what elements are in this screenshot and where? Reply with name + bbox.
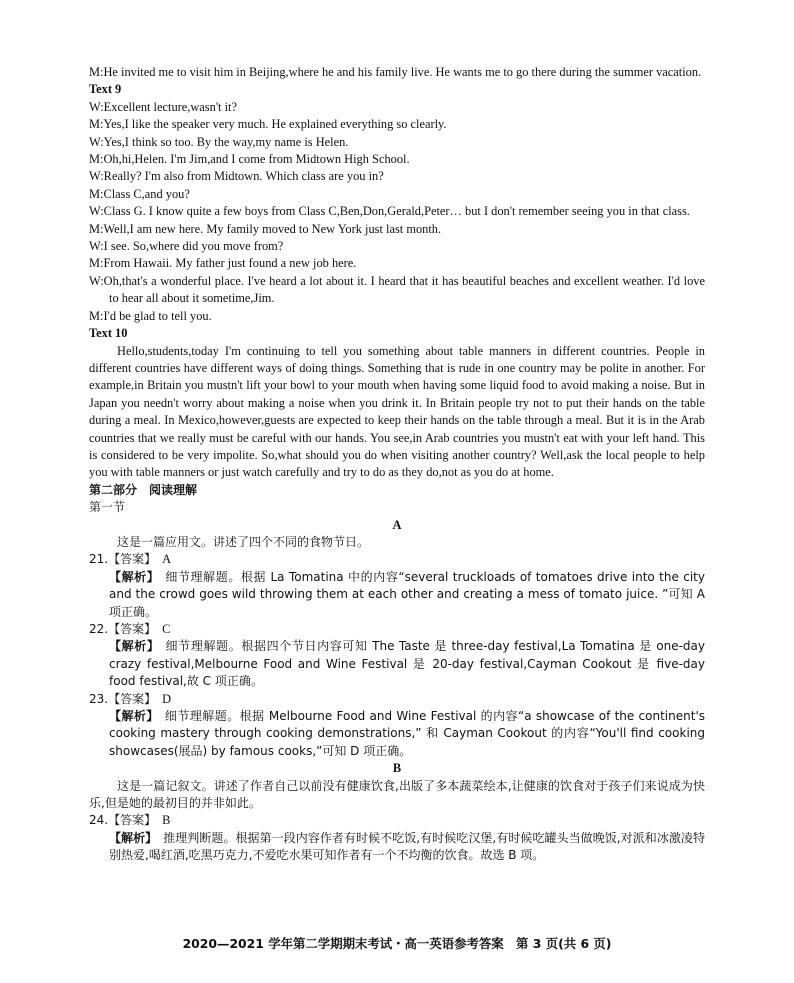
dialogue-line: M:I'd be glad to tell you.: [89, 308, 212, 323]
analysis-body: 推理判断题。根据第一段内容作者有时候不吃饭,有时候吃汉堡,有时候吃罐头当做晚饭,对派和冰激凌特别热爱,喝红酒,吃黑巧克力,不爱吃水果可知作者有一个不均衡的饮食。故选 B 项。: [109, 830, 705, 863]
analysis-text: [89, 638, 705, 690]
passage-b-answers: [89, 812, 705, 864]
section-heading: 第一节: [89, 500, 126, 515]
passage-a-answers: [89, 551, 705, 760]
analysis-text: [89, 708, 705, 760]
analysis-label: 【解析】: [109, 709, 159, 724]
answer-row: [89, 812, 705, 829]
answer-row: [89, 551, 705, 568]
passage-b-letter: B: [392, 761, 402, 776]
page-footer: 2020—2021 学年第二学期期末考试・高一英语参考答案 第 3 页(共 6 页): [182, 936, 612, 951]
passage-a-intro: 这是一篇应用文。讲述了四个不同的食物节日。: [117, 534, 370, 549]
dialogue-line: M:From Hawaii. My father just found a new job here.: [89, 256, 357, 271]
passage-a-letter: A: [392, 517, 402, 532]
question-number: 22.【答案】: [89, 622, 157, 636]
dialogue-line: M:Oh,hi,Helen. I'm Jim,and I come from Midtown High School.: [89, 152, 410, 167]
question-number: 24.【答案】: [89, 813, 157, 828]
answer-row: [89, 691, 705, 708]
analysis-body: 细节理解题。根据 La Tomatina 中的内容“several truckloads of tomatoes drive into the city and the crowd goes wild throwing them at each other and creating a mess of tomato juice. ”可知 A 项正确。: [109, 569, 705, 619]
content-column: [89, 64, 705, 865]
answer-letter: A: [162, 552, 172, 567]
analysis-body: 细节理解题。根据 Melbourne Food and Wine Festival 的内容“a showcase of the continent's cooking mastery through cooking demonstrations,” 和 Cayman Cookout 的内容“You'll find cooking showcases(展品) by famous cooks,”可知 D 项正确。: [109, 709, 705, 758]
part2-heading: 第二部分 阅读理解: [89, 482, 198, 497]
analysis-label: 【解析】: [109, 830, 158, 845]
dialogue-line: M:Class C,and you?: [89, 186, 190, 201]
dialogue-line: M:Yes,I like the speaker very much. He explained everything so clearly.: [89, 117, 447, 132]
answer-letter: D: [162, 691, 172, 706]
analysis-body: 细节理解题。根据四个节日内容可知 The Taste 是 three-day festival,La Tomatina 是 one-day crazy festival,Melbourne Food and Wine Festival 是 20-day festival,Cayman Cookout 是 five-day food festival,故 C 项正确。: [109, 639, 705, 689]
dialogue-line: W:Oh,that's a wonderful place. I've heard a lot about it. I heard that it has beautiful beaches and excellent weather. I'd love to hear all about it sometime,Jim.: [89, 273, 705, 306]
dialogue-line: M:Well,I am new here. My family moved to New York just last month.: [89, 221, 442, 236]
answer-letter: C: [162, 622, 171, 636]
text10-heading: Text 10: [89, 326, 128, 341]
analysis-text: [89, 830, 705, 865]
analysis-label: 【解析】: [109, 639, 160, 654]
text9-dialogue: [89, 99, 705, 325]
dialogue-line: W:Class G. I know quite a few boys from Class C,Ben,Don,Gerald,Peter… but I don't remember seeing you in that class.: [89, 204, 690, 219]
question-number: 21.【答案】: [89, 552, 157, 567]
dialogue-line: W:Really? I'm also from Midtown. Which class are you in?: [89, 169, 384, 184]
answer-row: [89, 621, 705, 638]
analysis-text: [89, 569, 705, 621]
dialogue-line: W:I see. So,where did you move from?: [89, 239, 284, 254]
analysis-label: 【解析】: [109, 569, 160, 584]
question-number: 23.【答案】: [89, 691, 157, 706]
answer-letter: B: [162, 813, 171, 828]
text10-paragraph: Hello,students,today I'm continuing to tell you something about table manners in different countries. People in different countries have different ways of doing things. Something that is rude in one country may be polite in another. For example,in Britain you mustn't lift your bowl to your mouth when having some liquid food to avoid making a noise. But in Japan you needn't worry about making a noise when you drink it. In Britain people try not to put their hands on the table during a meal. In Mexico,however,guests are expected to keep their hands on the table through a meal. But it is in the Arab countries that we really must be careful with our hands. You see,in Arab countries you mustn't eat with your left hand. This is considered to be very impolite. So,what should you do when visiting another country? Well,ask the local people to help you with table manners or just watch carefully and try to do as they do,not as you do at home.: [89, 343, 705, 480]
passage-b-intro: 这是一篇记叙文。讲述了作者自己以前没有健康饮食,出版了多本蔬菜绘本,让健康的饮食对于孩子们来说成为快乐,但是她的最初目的并非如此。: [89, 778, 705, 811]
dialogue-line: W:Excellent lecture,wasn't it?: [89, 99, 237, 114]
dialogue-line: M:He invited me to visit him in Beijing,where he and his family live. He wants me to go there during the summer vacation.: [89, 65, 702, 79]
dialogue-line: W:Yes,I think so too. By the way,my name is Helen.: [89, 134, 349, 149]
text9-heading: Text 9: [89, 82, 122, 97]
